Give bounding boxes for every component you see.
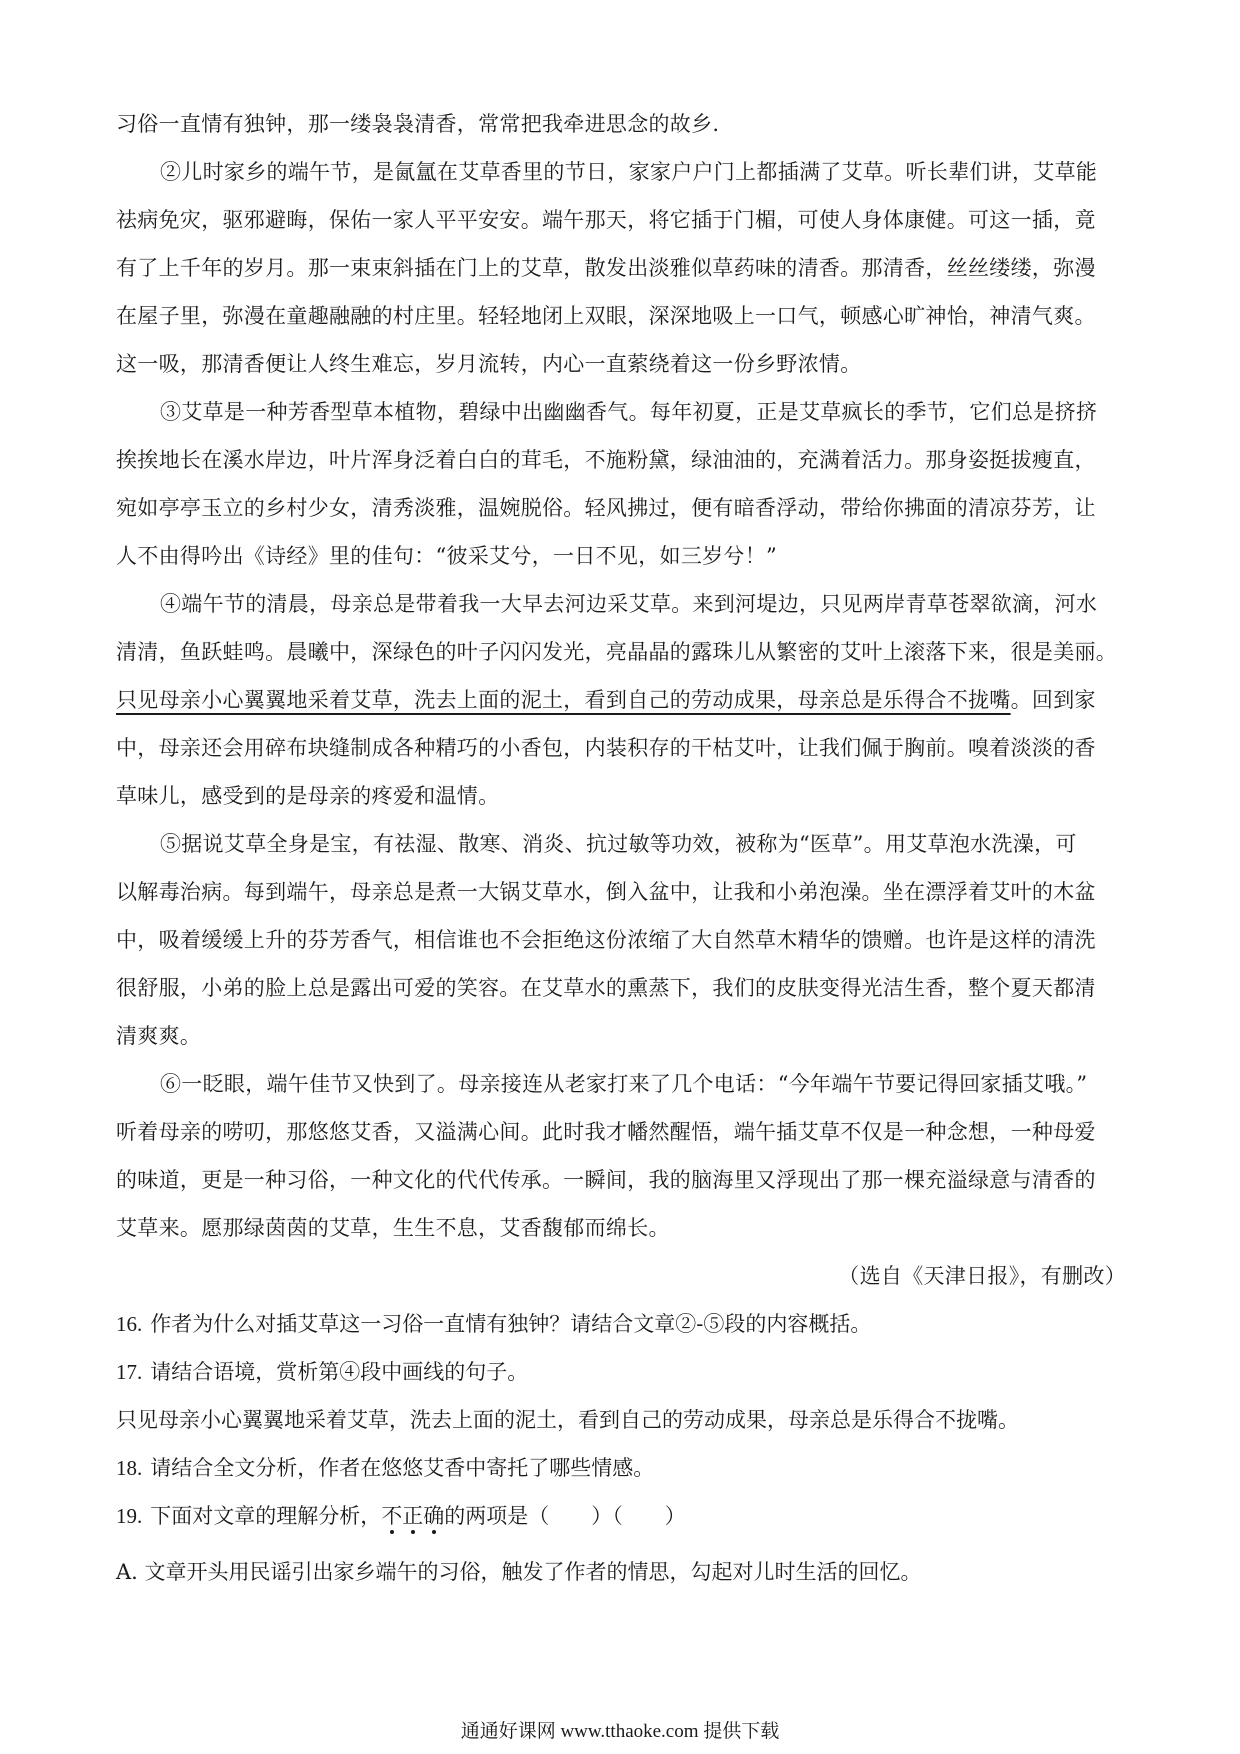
emphasis-dot <box>432 1530 436 1534</box>
passage-content <box>116 100 1126 1596</box>
paragraph-3-line: 人不由得吟出《诗经》里的佳句：“彼采艾兮，一日不见，如三岁兮！” <box>116 544 778 568</box>
paragraph-6-line: 的味道，更是一种习俗，一种文化的代代传承。一瞬间，我的脑海里又浮现出了那一棵充溢绿意与清香的 <box>116 1168 1096 1192</box>
paragraph-4-line: ④端午节的清晨，母亲总是带着我一大早去河边采艾草。来到河堤边，只见两岸青草苍翠欲滴，河水 <box>160 592 1098 616</box>
emphasis-char-text: 确 <box>423 1504 445 1528</box>
question-text: 下面对文章的理解分析， <box>150 1504 382 1528</box>
question-17 <box>116 1348 1126 1396</box>
option-a: A. 文章开头用民谣引出家乡端午的习俗，触发了作者的情思，勾起对儿时生活的回忆。 <box>116 1560 922 1584</box>
question-19 <box>116 1492 1126 1540</box>
question-text-tail: 的两项是（ ）（ ） <box>444 1504 686 1528</box>
page-footer: 通通好课网 www.tthaoke.com 提供下载 <box>460 1721 780 1742</box>
paragraph-2-line: 有了上千年的岁月。那一束束斜插在门上的艾草，散发出淡雅似草药味的清香。那清香，丝丝缕缕，弥漫 <box>116 256 1096 280</box>
paragraph-3 <box>116 388 1126 580</box>
paragraph-2 <box>116 148 1126 388</box>
paragraph-2-line: 这一吸，那清香便让人终生难忘，岁月流转，内心一直萦绕着这一份乡野浓情。 <box>116 352 862 376</box>
paragraph-4-line: 中，母亲还会用碎布块缝制成各种精巧的小香包，内装积存的干枯艾叶，让我们佩于胸前。嗅着淡淡的香 <box>116 736 1096 760</box>
paragraph-2-line: ②儿时家乡的端午节，是氤氲在艾草香里的节日，家家户户门上都插满了艾草。听长辈们讲，艾草能 <box>160 160 1098 184</box>
question-16 <box>116 1300 1126 1348</box>
paragraph-1-tail: 习俗一直情有独钟，那一缕袅袅清香，常常把我牵进思念的故乡. <box>116 112 720 136</box>
emphasis-char-text: 不 <box>381 1504 403 1528</box>
questions-section <box>116 1300 1126 1596</box>
question-number: 19. <box>116 1504 143 1528</box>
paragraph-5-line: ⑤据说艾草全身是宝，有祛湿、散寒、消炎、抗过敏等功效，被称为“医草”。用艾草泡水洗澡，可 <box>160 832 1077 856</box>
emphasis-char <box>402 1504 423 1528</box>
paragraph-4 <box>116 580 1126 820</box>
underlined-sentence: 只见母亲小心翼翼地采着艾草，洗去上面的泥土，看到自己的劳动成果，母亲总是乐得合不拢嘴 <box>116 688 1011 712</box>
question-17-quote: 只见母亲小心翼翼地采着艾草，洗去上面的泥土，看到自己的劳动成果，母亲总是乐得合不拢嘴。 <box>116 1408 1019 1432</box>
question-number: 17. <box>116 1360 143 1384</box>
paragraph-4-line: 清清，鱼跃蛙鸣。晨曦中，深绿色的叶子闪闪发光，亮晶晶的露珠儿从繁密的艾叶上滚落下来，很是美丽。 <box>116 640 1118 664</box>
underline-trailing-text: 。回到家 <box>1010 688 1096 712</box>
paragraph-6-line: ⑥一眨眼，端午佳节又快到了。母亲接连从老家打来了几个电话：“今年端午节要记得回家插艾哦。” <box>160 1072 1088 1096</box>
emphasis-dot <box>411 1530 415 1534</box>
emphasis-dot <box>390 1530 394 1534</box>
question-number: 16. <box>116 1312 143 1336</box>
paragraph-3-line: ③艾草是一种芳香型草本植物，碧绿中出幽幽香气。每年初夏，正是艾草疯长的季节，它们总是挤挤 <box>160 400 1098 424</box>
paragraph-6-line: 艾草来。愿那绿茵茵的艾草，生生不息，艾香馥郁而绵长。 <box>116 1216 670 1240</box>
paragraph-2-line: 祛病免灾，驱邪避晦，保佑一家人平平安安。端午那天，将它插于门楣，可使人身体康健。可这一插，竟 <box>116 208 1096 232</box>
question-text: 请结合全文分析，作者在悠悠艾香中寄托了哪些情感。 <box>150 1456 655 1480</box>
question-text: 作者为什么对插艾草这一习俗一直情有独钟？请结合文章②-⑤段的内容概括。 <box>150 1312 872 1336</box>
question-text: 请结合语境，赏析第④段中画线的句子。 <box>150 1360 529 1384</box>
emphasis-char <box>381 1504 402 1528</box>
paragraph-3-line: 挨挨地长在溪水岸边，叶片浑身泛着白白的茸毛，不施粉黛，绿油油的，充满着活力。那身姿挺拔瘦直， <box>116 448 1096 472</box>
paragraph-5-line: 清爽爽。 <box>116 1024 202 1048</box>
paragraph-5-line: 以解毒治病。每到端午，母亲总是煮一大锅艾草水，倒入盆中，让我和小弟泡澡。坐在漂浮着艾叶的木盆 <box>116 880 1096 904</box>
question-number: 18. <box>116 1456 143 1480</box>
paragraph-2-line: 在屋子里，弥漫在童趣融融的村庄里。轻轻地闭上双眼，深深地吸上一口气，顿感心旷神怡，神清气爽。 <box>116 304 1096 328</box>
paragraph-5-line: 中，吸着缓缓上升的芬芳香气，相信谁也不会拒绝这份浓缩了大自然草木精华的馈赠。也许是这样的清洗 <box>116 928 1096 952</box>
question-18 <box>116 1444 1126 1492</box>
source-citation: （选自《天津日报》，有删改） <box>838 1264 1126 1288</box>
paragraph-5 <box>116 820 1126 1060</box>
paragraph-4-underlined-line <box>116 676 1126 724</box>
emphasis-char <box>423 1504 444 1528</box>
emphasis-char-text: 正 <box>402 1504 424 1528</box>
paragraph-5-line: 很舒服，小弟的脸上总是露出可爱的笑容。在艾草水的熏蒸下，我们的皮肤变得光洁生香，整个夏天都清 <box>116 976 1096 1000</box>
paragraph-6 <box>116 1060 1126 1252</box>
paragraph-4-line: 草味儿，感受到的是母亲的疼爱和温情。 <box>116 784 500 808</box>
paragraph-6-line: 听着母亲的唠叨，那悠悠艾香，又溢满心间。此时我才幡然醒悟，端午插艾草不仅是一种念想，一种母爱 <box>116 1120 1096 1144</box>
paragraph-3-line: 宛如亭亭玉立的乡村少女，清秀淡雅，温婉脱俗。轻风拂过，便有暗香浮动，带给你拂面的清凉芬芳，让 <box>116 496 1096 520</box>
